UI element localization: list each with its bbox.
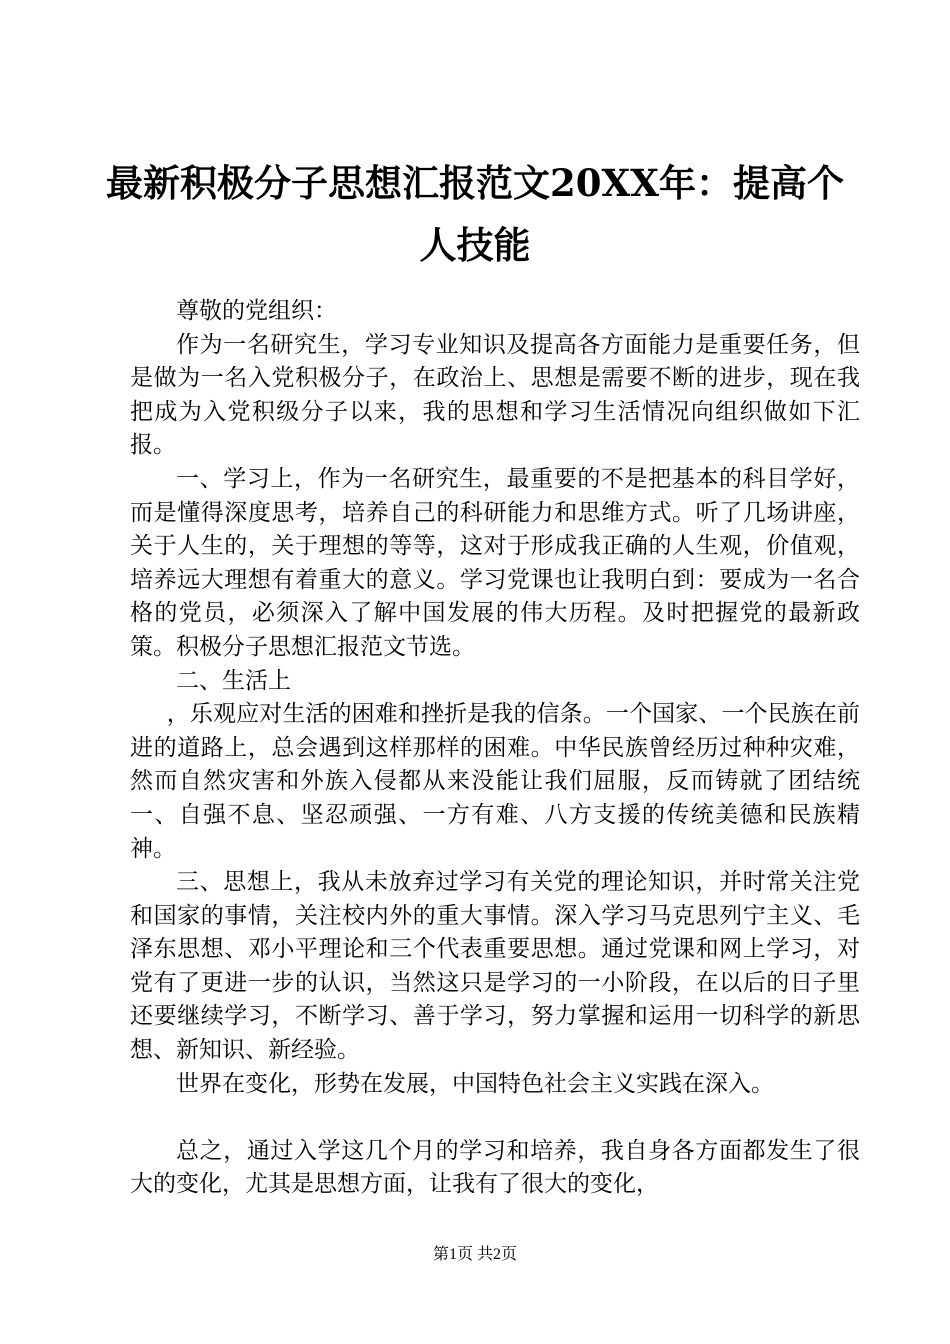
paragraph-world: 世界在变化，形势在发展，中国特色社会主义实践在深入。 (176, 1070, 774, 1097)
page-footer: 第1页 共2页 (432, 1246, 517, 1263)
salutation: 尊敬的党组织： (176, 298, 337, 324)
paragraph-life: ，乐观应对生活的困难和挫折是我的信条。一个国家、一个民族在前进的道路上，总会遇到这样那样的困难。中华民族曾经历过种种灾难，然而自然灾害和外族入侵都从来没能让我们屈服，反而铸就了团结统一、自强不息、坚忍顽强、一方有难、八方支援的传统美德和民族精神。 (130, 701, 860, 862)
paragraph-summary: 总之，通过入学这几个月的学习和培养，我自身各方面都发生了很大的变化，尤其是思想方面，让我有了很大的变化， (130, 1137, 860, 1198)
document-body (130, 295, 860, 1202)
blank-line (130, 1101, 860, 1135)
section-heading-life: 二、生活上 (176, 667, 291, 694)
paragraph-thought: 三、思想上，我从未放弃过学习有关党的理论知识，并时常关注党和国家的事情，关注校内外的重大事情。深入学习马克思列宁主义、毛泽东思想、邓小平理论和三个代表重要思想。通过党课和网上学习，对党有了更进一步的认识，当然这只是学习的一小阶段，在以后的日子里还要继续学习，不断学习、善于学习，努力掌握和运用一切科学的新思想、新知识、新经验。 (130, 869, 860, 1064)
document-title: 最新积极分子思想汇报范文20XX年：提高个人技能 (106, 161, 844, 267)
paragraph-study: 一、学习上，作为一名研究生，最重要的不是把基本的科目学好，而是懂得深度思考，培养自己的科研能力和思维方式。听了几场讲座，关于人生的，关于理想的等等，这对于形成我正确的人生观，价值观，培养远大理想有着重大的意义。学习党课也让我明白到：要成为一名合格的党员，必须深入了解中国发展的伟大历程。及时把握党的最新政策。积极分子思想汇报范文节选。 (130, 465, 860, 660)
paragraph-intro: 作为一名研究生，学习专业知识及提高各方面能力是重要任务，但是做为一名入党积极分子，在政治上、思想是需要不断的进步，现在我把成为入党积级分子以来，我的思想和学习生活情况向组织做如下汇报。 (130, 331, 860, 459)
